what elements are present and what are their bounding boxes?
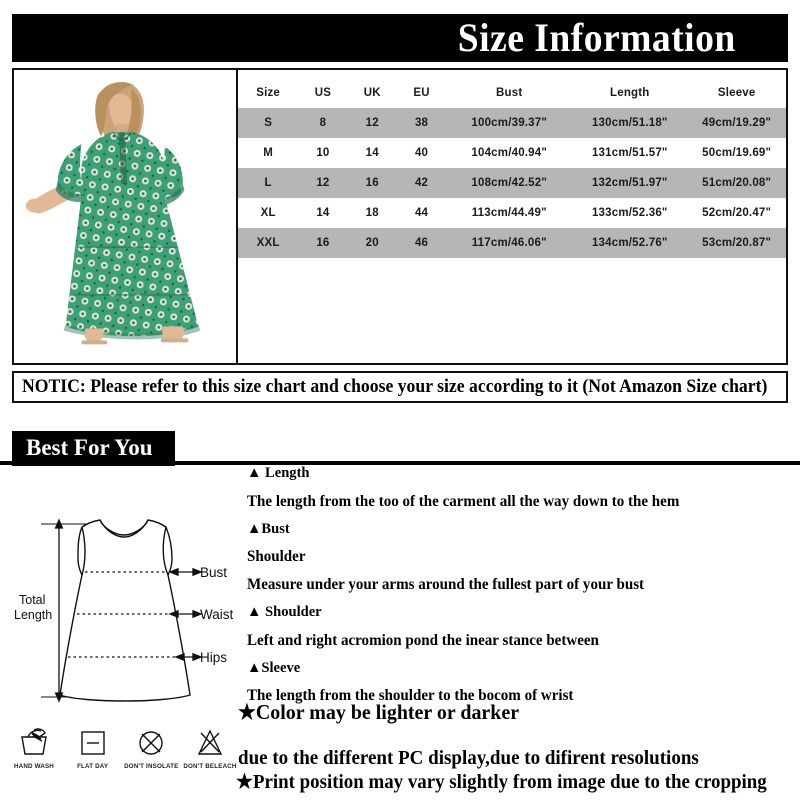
care-symbol-no-bleach [182, 726, 238, 770]
hand-wash-icon [14, 726, 54, 758]
table-row [238, 168, 786, 198]
size-table [238, 82, 786, 258]
cell-bust: 117cm/46.06" [446, 228, 572, 258]
care-symbol-flat-dry [65, 726, 121, 770]
size-chart-container [12, 68, 788, 365]
warning-color-variation: ★Color may be lighter or darker [238, 700, 520, 724]
cell-size: M [238, 138, 298, 168]
cell-uk: 20 [348, 228, 397, 258]
cell-eu: 46 [397, 228, 446, 258]
bust-label: Bust [200, 565, 228, 580]
column-header-us: US [314, 87, 332, 99]
instruction-sleeve-body: The length from the shoulder to the bocom of wrist [247, 687, 574, 704]
no-bleach-icon [190, 726, 230, 758]
column-header-length: Length [610, 87, 650, 99]
care-label-flat-dry: FLAT DAY [77, 763, 109, 770]
table-row [238, 198, 786, 228]
cell-length: 134cm/52.76" [572, 228, 687, 258]
care-label-no-tumble-dry: DON'T INSOLATE [124, 763, 179, 770]
instruction-shoulder-body: Left and right acromion pond the inear stance between [247, 631, 599, 649]
cell-sleeve: 51cm/20.08" [687, 168, 786, 198]
notice-bar [12, 371, 788, 403]
cell-eu: 38 [397, 108, 446, 138]
section-divider [0, 461, 800, 465]
size-table-header-row [238, 82, 786, 108]
cell-size: L [238, 168, 298, 198]
column-header-eu: EU [413, 87, 430, 99]
dress-diagram-svg [8, 495, 240, 710]
total-length-label-line1: Total [19, 593, 46, 607]
cell-length: 131cm/51.57" [572, 138, 687, 168]
instruction-length-heading: ▲ Length [247, 465, 310, 481]
no-tumble-dry-icon [131, 726, 171, 758]
cell-us: 12 [298, 168, 347, 198]
flat-dry-icon [73, 726, 113, 758]
cell-uk: 16 [348, 168, 397, 198]
cell-sleeve: 50cm/19.69" [687, 138, 786, 168]
column-header-sleeve: Sleeve [717, 87, 756, 99]
cell-bust: 100cm/39.37" [446, 108, 572, 138]
best-for-you-label: Best For You [26, 435, 153, 460]
care-label-hand-wash: HAND WASH [14, 763, 54, 770]
cell-bust: 104cm/40.94" [446, 138, 572, 168]
care-symbol-no-tumble-dry [123, 726, 179, 770]
cell-uk: 12 [348, 108, 397, 138]
size-table-cell [238, 70, 786, 363]
cell-size: XL [238, 198, 298, 228]
cell-eu: 44 [397, 198, 446, 228]
column-header-uk: UK [363, 87, 381, 99]
cell-uk: 14 [348, 138, 397, 168]
product-photo [14, 70, 236, 363]
care-symbol-hand-wash [6, 726, 62, 770]
waist-label: Waist [200, 607, 234, 622]
page-title: Size Information [457, 15, 736, 60]
table-row [238, 138, 786, 168]
cell-length: 133cm/52.36" [572, 198, 687, 228]
care-symbols-row [6, 726, 238, 796]
instruction-shoulder-heading: ▲ Shoulder [247, 604, 322, 620]
cell-sleeve: 53cm/20.87" [687, 228, 786, 258]
cell-us: 10 [298, 138, 347, 168]
model-illustration [14, 70, 236, 363]
table-row [238, 108, 786, 138]
instruction-bust-heading: ▲Bust [247, 520, 290, 537]
instruction-sleeve-heading: ▲Sleeve [247, 659, 301, 676]
product-photo-cell [14, 70, 238, 363]
instruction-bust-body: Measure under your arms around the fullest part of your bust [247, 576, 645, 593]
cell-eu: 40 [397, 138, 446, 168]
cell-us: 16 [298, 228, 347, 258]
cell-uk: 18 [348, 198, 397, 228]
column-header-bust: Bust [496, 87, 523, 99]
warning-print-position: ★Print position may vary slightly from image due to the cropping [236, 771, 767, 793]
dress-measurement-diagram [8, 495, 240, 710]
cell-size: S [238, 108, 298, 138]
cell-size: XXL [238, 228, 298, 258]
cell-bust: 108cm/42.52" [446, 168, 572, 198]
cell-us: 8 [298, 108, 347, 138]
page-title-banner [12, 14, 788, 62]
hips-label: Hips [200, 650, 228, 665]
cell-bust: 113cm/44.49" [446, 198, 572, 228]
notice-text: NOTIC: Please refer to this size chart and choose your size according to it (Not Amazon Size chart) [22, 376, 768, 397]
warning-display-resolution: due to the different PC display,due to difirent resolutions [238, 747, 699, 769]
care-label-no-bleach: DON'T BELEACH [183, 763, 237, 770]
cell-eu: 42 [397, 168, 446, 198]
instruction-shoulder-word: Shoulder [247, 548, 306, 565]
cell-length: 132cm/51.97" [572, 168, 687, 198]
column-header-size: Size [256, 87, 281, 99]
measurement-instructions [247, 466, 800, 716]
cell-us: 14 [298, 198, 347, 228]
cell-length: 130cm/51.18" [572, 108, 687, 138]
cell-sleeve: 49cm/19.29" [687, 108, 786, 138]
total-length-label-line2: Length [14, 608, 53, 622]
instruction-length-body: The length from the too of the carment all the way down to the hem [247, 492, 680, 510]
cell-sleeve: 52cm/20.47" [687, 198, 786, 228]
table-row [238, 228, 786, 258]
